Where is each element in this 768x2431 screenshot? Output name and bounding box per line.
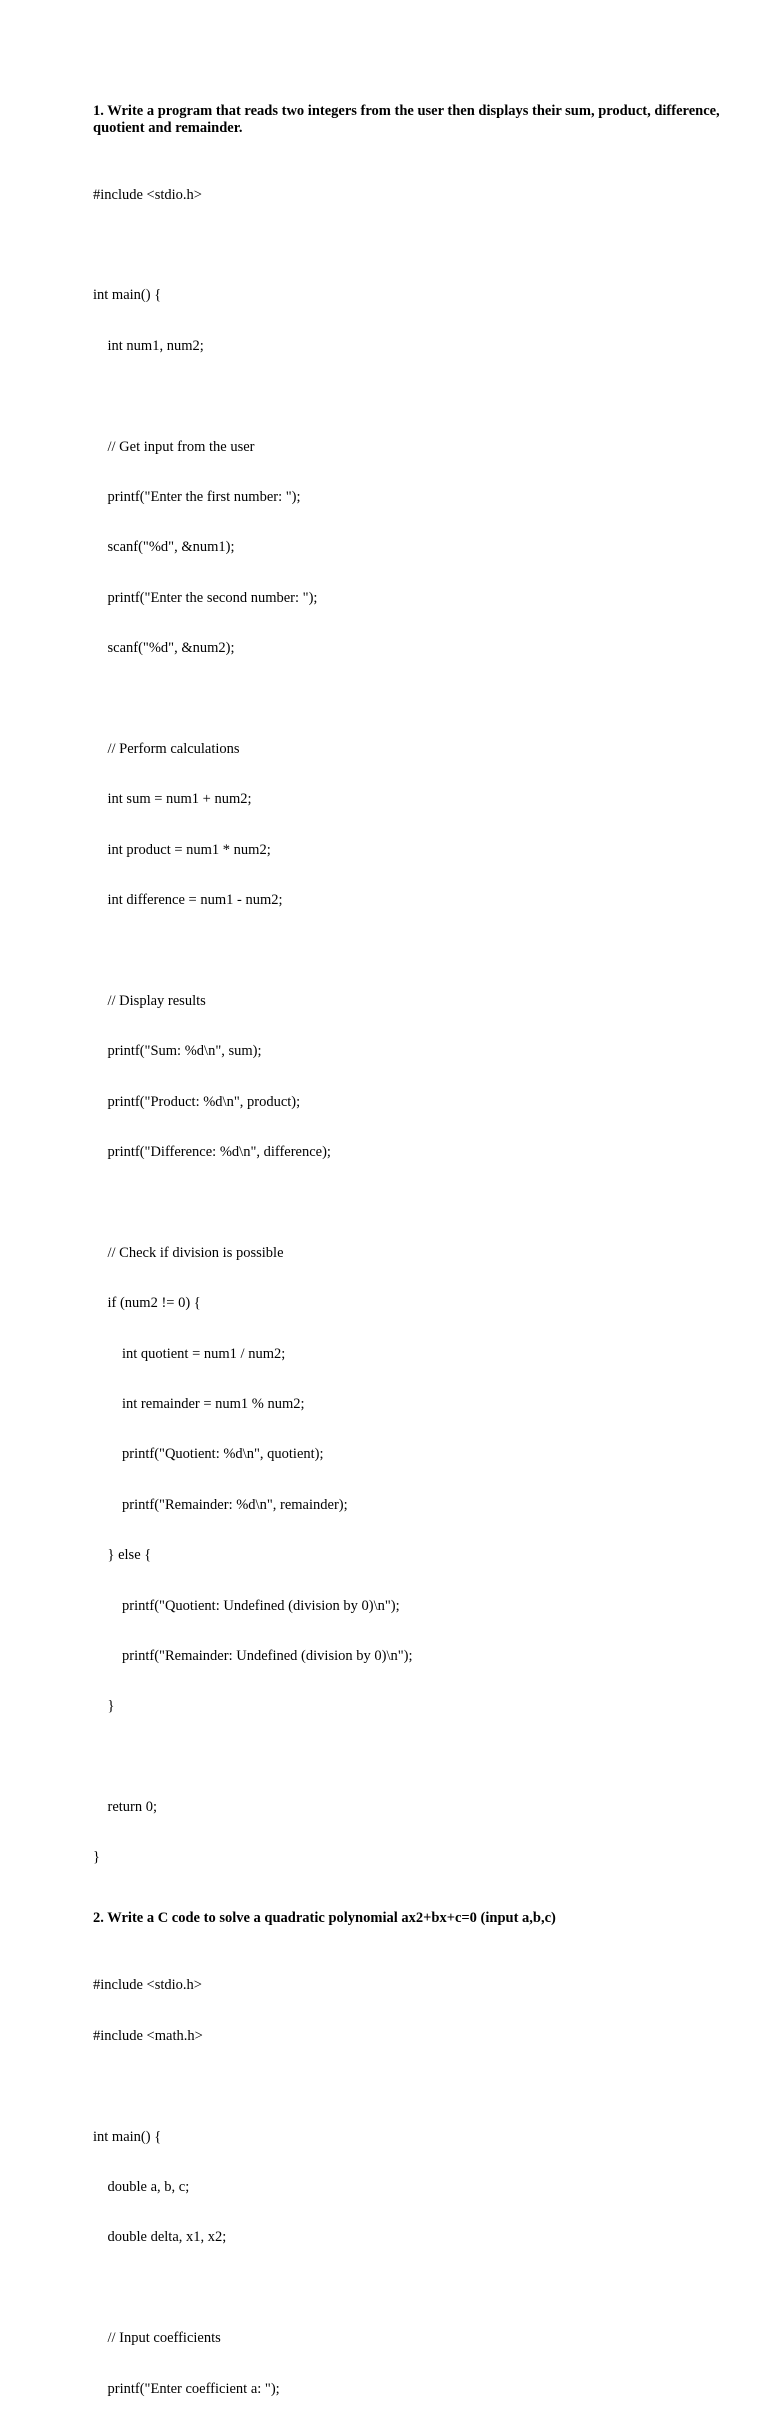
code-line: printf("Enter the first number: "); [93, 488, 301, 505]
code-line [93, 1194, 733, 1211]
code-line: // Display results [93, 992, 206, 1009]
code-line [93, 388, 733, 405]
code-line: printf("Remainder: Undefined (division by 0)\n"); [93, 1647, 413, 1664]
code-line [93, 2280, 733, 2297]
code-line: if (num2 != 0) { [93, 1295, 201, 1312]
code-line [93, 942, 733, 959]
code-line: printf("Quotient: Undefined (division by 0)\n"); [93, 1597, 400, 1614]
code-line: printf("Product: %d\n", product); [93, 1093, 301, 1110]
code-line [93, 237, 733, 254]
question-1-heading: 1. Write a program that reads two integers from the user then displays their sum, product, difference, quotient and remainder. [93, 103, 720, 136]
code-line: int main() { [93, 2128, 162, 2145]
code-line: // Perform calculations [93, 740, 240, 757]
code-line: double delta, x1, x2; [93, 2229, 227, 2246]
spacer [93, 137, 733, 153]
code-line: } [93, 1698, 115, 1715]
code-line: #include <stdio.h> [93, 186, 202, 203]
code-line: printf("Enter the second number: "); [93, 589, 318, 606]
question-2-code-block [93, 1944, 733, 2431]
code-line [93, 691, 733, 708]
code-line: int main() { [93, 287, 162, 304]
code-line: printf("Difference: %d\n", difference); [93, 1144, 331, 1161]
code-line: } [93, 1849, 100, 1866]
spacer [93, 1927, 733, 1944]
code-line: int difference = num1 - num2; [93, 892, 283, 909]
question-1-code-block [93, 153, 733, 1900]
code-line: scanf("%d", &num1); [93, 539, 235, 556]
code-line: // Input coefficients [93, 2330, 221, 2347]
code-line: // Get input from the user [93, 438, 255, 455]
code-line: printf("Sum: %d\n", sum); [93, 1043, 262, 1060]
code-line: printf("Quotient: %d\n", quotient); [93, 1446, 324, 1463]
code-line: double a, b, c; [93, 2179, 190, 2196]
code-line: #include <stdio.h> [93, 1977, 202, 1994]
code-line: int sum = num1 + num2; [93, 791, 252, 808]
code-line: } else { [93, 1547, 152, 1564]
code-line: // Check if division is possible [93, 1244, 284, 1261]
spacer [93, 1900, 733, 1910]
code-line: scanf("%d", &num2); [93, 640, 235, 657]
document-content [93, 103, 733, 2431]
code-line: printf("Remainder: %d\n", remainder); [93, 1496, 348, 1513]
code-line: return 0; [93, 1799, 158, 1816]
code-line [93, 1749, 733, 1766]
question-2-heading: 2. Write a C code to solve a quadratic polynomial ax2+bx+c=0 (input a,b,c) [93, 1909, 556, 1926]
code-line: int remainder = num1 % num2; [93, 1395, 305, 1412]
code-line: int product = num1 * num2; [93, 841, 271, 858]
code-line: int quotient = num1 / num2; [93, 1345, 286, 1362]
code-line [93, 2078, 733, 2095]
code-line: printf("Enter coefficient a: "); [93, 2380, 280, 2397]
code-line: int num1, num2; [93, 337, 204, 354]
code-line: #include <math.h> [93, 2027, 203, 2044]
